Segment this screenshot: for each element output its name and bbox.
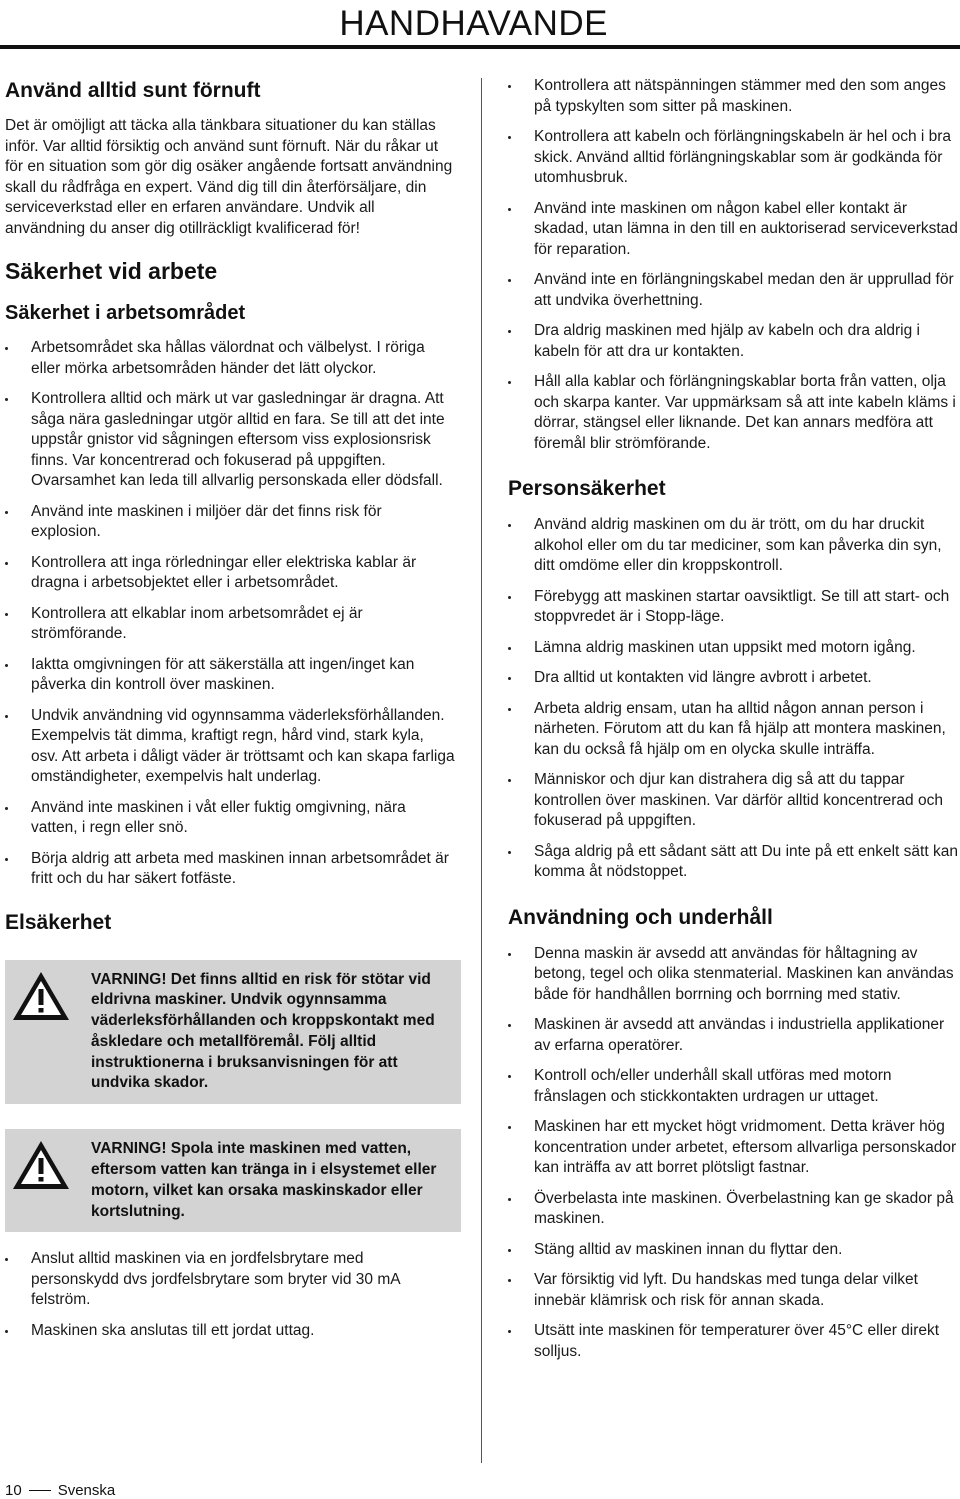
bullet-icon [508,381,511,384]
bullet-icon [5,562,8,565]
list-item: Undvik användning vid ogynnsamma väderleksförhållanden. Exempelvis tät dimma, kraftigt regn, hård vind, stark kyla, osv. Att arbeta i dåligt väder är tröttsamt och kan skapa farliga omständigheter, exempelvis halt underlag. [5,706,455,788]
bullet-icon [508,330,511,333]
bullet-icon [508,708,511,711]
list-item: Såga aldrig på ett sådant sätt att Du inte på ett enkelt sätt kan komma åt nödstoppet. [508,842,958,883]
bullet-icon [508,953,511,956]
footer-dash [29,1490,51,1491]
bullet-icon [5,613,8,616]
bullet-icon [508,1198,511,1201]
page-footer [5,1482,115,1499]
bullet-icon [508,779,511,782]
list-item: Kontrollera alltid och märk ut var gasledningar är dragna. Att såga nära gasledningar utgör alltid en fara. Se till att det inte uppstår gnistor vid sågningen eftersom viss explosionsrisk finns. Var koncentrerad och fokuserad på uppgiften. Ovarsamhet kan leda till allvarlig personskada eller dödsfall. [5,389,455,492]
section-title-arbetsomradet: Säkerhet i arbetsområdet [5,302,246,324]
list-arbetsomradet [5,338,455,890]
bullet-icon [508,1279,511,1282]
bullet-icon [508,647,511,650]
list-item: Börja aldrig att arbeta med maskinen innan arbetsområdet är fritt och du har säkert fotfäste. [5,849,455,890]
list-item: Människor och djur kan distrahera dig så att du tappar kontrollen över maskinen. Var därför alltid koncentrerad och fokuserad på uppgiften. [508,770,958,832]
page-header-title: HANDHAVANDE [339,4,608,43]
list-item: Använd inte en förlängningskabel medan den är upprullad för att undvika överhettning. [508,270,958,311]
section-title-sunt-fornuft: Använd alltid sunt förnuft [5,79,261,102]
list-item: Använd aldrig maskinen om du är trött, om du har druckit alkohol eller om du tar mediciner, som kan påverka din syn, ditt omdöme eller din kroppskontroll. [508,515,958,577]
warning-triangle-icon [11,970,71,1022]
bullet-icon [508,596,511,599]
bullet-icon [5,807,8,810]
list-item: Använd inte maskinen i miljöer där det finns risk för explosion. [5,502,455,543]
list-item: Kontrollera att inga rörledningar eller elektriska kablar är dragna i arbetsobjektet eller i arbetsområdet. [5,553,455,594]
warning-box-electric-shock [5,960,461,1105]
list-item: Denna maskin är avsedd att användas för håltagning av betong, tegel och olika stenmaterial. Maskinen kan användas både för handhållen borrning och borrning med stativ. [508,944,958,1006]
warning-box-water [5,1129,461,1232]
list-item: Håll alla kablar och förlängningskablar borta från vatten, olja och skarpa kanter. Var uppmärksam så att inte kabeln kläms i dörrar, stängsel eller liknande. Det kan annars medföra att föremål blir strömförande. [508,372,958,454]
header-rule [0,45,960,49]
bullet-icon [508,1024,511,1027]
bullet-icon [508,524,511,527]
list-item: Utsätt inte maskinen för temperaturer över 45°C eller direkt solljus. [508,1321,958,1362]
section-title-anvandning-underhall: Användning och underhåll [508,905,773,929]
list-item: Kontrollera att elkablar inom arbetsområdet ej är strömförande. [5,604,455,645]
list-item: Dra alltid ut kontakten vid längre avbrott i arbetet. [508,668,958,689]
list-item: Kontroll och/eller underhåll skall utföras med motorn frånslagen och stickkontakten urdragen ur uttaget. [508,1066,958,1107]
bullet-icon [508,208,511,211]
list-item: Stäng alltid av maskinen innan du flyttar den. [508,1240,958,1261]
list-item: Använd inte maskinen om någon kabel eller kontakt är skadad, utan lämna in den till en auktoriserad serviceverkstad för reparation. [508,199,958,261]
list-item: Anslut alltid maskinen via en jordfelsbrytare med personskydd dvs jordfelsbrytare som bryter vid 30 mA felström. [5,1249,455,1311]
list-elsakerhet-left [5,1249,455,1341]
bullet-icon [508,1330,511,1333]
bullet-icon [5,347,8,350]
bullet-icon [508,677,511,680]
bullet-icon [5,511,8,514]
list-item: Maskinen har ett mycket högt vridmoment. Detta kräver hög koncentration under arbetet, eftersom allvarliga personskador kan inträffa av att borret plötsligt fastnar. [508,1117,958,1179]
list-item: Maskinen är avsedd att användas i industriella applikationer av erfarna operatörer. [508,1015,958,1056]
bullet-icon [508,279,511,282]
list-item: Arbeta aldrig ensam, utan ha alltid någon annan person i närheten. Förutom att du kan få hjälp att montera maskinen, kan du också få hjälp om en olycka skulle inträffa. [508,699,958,761]
list-item: Lämna aldrig maskinen utan uppsikt med motorn igång. [508,638,958,659]
right-column [508,76,958,1362]
bullet-icon [5,664,8,667]
bullet-icon [508,851,511,854]
bullet-icon [5,715,8,718]
list-item: Förebygg att maskinen startar oavsiktligt. Se till att start- och stoppvredet är i Stopp-läge. [508,587,958,628]
section-title-personsakerhet: Personsäkerhet [508,477,666,500]
warning-text: VARNING! Spola inte maskinen med vatten, eftersom vatten kan tränga in i elsystemet eller motorn, vilket kan orsaka maskinskador eller kortslutning. [91,1140,437,1220]
section-title-sakerhet-vid-arbete: Säkerhet vid arbete [5,258,218,284]
list-elsakerhet-right [508,76,958,454]
list-item: Dra aldrig maskinen med hjälp av kabeln och dra aldrig i kabeln för att dra ur kontakten. [508,321,958,362]
column-divider [481,78,482,1463]
list-anvandning-underhall [508,944,958,1363]
warning-text: VARNING! Det finns alltid en risk för stötar vid eldrivna maskiner. Undvik ogynnsamma väderleksförhållanden och kroppskontakt med åskledare och metallföremål. Följ alltid instruktionerna i bruksanvisningen för att undvika skador. [91,970,435,1092]
footer-language: Svenska [57,1482,116,1499]
bullet-icon [5,1258,8,1261]
bullet-icon [508,85,511,88]
bullet-icon [508,1126,511,1129]
bullet-icon [5,858,8,861]
bullet-icon [508,1075,511,1078]
section-body-sunt-fornuft: Det är omöjligt att täcka alla tänkbara situationer du kan ställas inför. Var alltid försiktig och använd sunt förnuft. När du råkar ut för en situation som gör dig osäker angående fortsatt användning skall du rådfråga en expert. Vänd dig till din återförsäljare, din serviceverkstad eller en erfaren användare. Undvik all användning du anser dig otillräckligt kvalificerad för! [5,117,453,237]
section-title-elsakerhet: Elsäkerhet [5,910,112,934]
list-item: Arbetsområdet ska hållas välordnat och välbelyst. I röriga eller mörka arbetsområden händer det lätt olyckor. [5,338,455,379]
list-item: Iaktta omgivningen för att säkerställa att ingen/inget kan påverka din kontroll över maskinen. [5,655,455,696]
list-item: Kontrollera att nätspänningen stämmer med den som anges på typskylten som sitter på maskinen. [508,76,958,117]
bullet-icon [508,136,511,139]
list-item: Maskinen ska anslutas till ett jordat uttag. [5,1321,455,1342]
bullet-icon [5,1330,8,1333]
list-item: Överbelasta inte maskinen. Överbelastning kan ge skador på maskinen. [508,1189,958,1230]
warning-triangle-icon [11,1139,71,1191]
bullet-icon [5,398,8,401]
page-number: 10 [5,1482,22,1499]
left-column [5,72,455,1341]
bullet-icon [508,1249,511,1252]
list-item: Var försiktig vid lyft. Du handskas med tunga delar vilket innebär klämrisk och risk för annan skada. [508,1270,958,1311]
list-item: Använd inte maskinen i våt eller fuktig omgivning, nära vatten, i regn eller snö. [5,798,455,839]
list-item: Kontrollera att kabeln och förlängningskabeln är hel och i bra skick. Använd alltid förlängningskablar som är godkända för utomhusbruk. [508,127,958,189]
list-personsakerhet [508,515,958,883]
